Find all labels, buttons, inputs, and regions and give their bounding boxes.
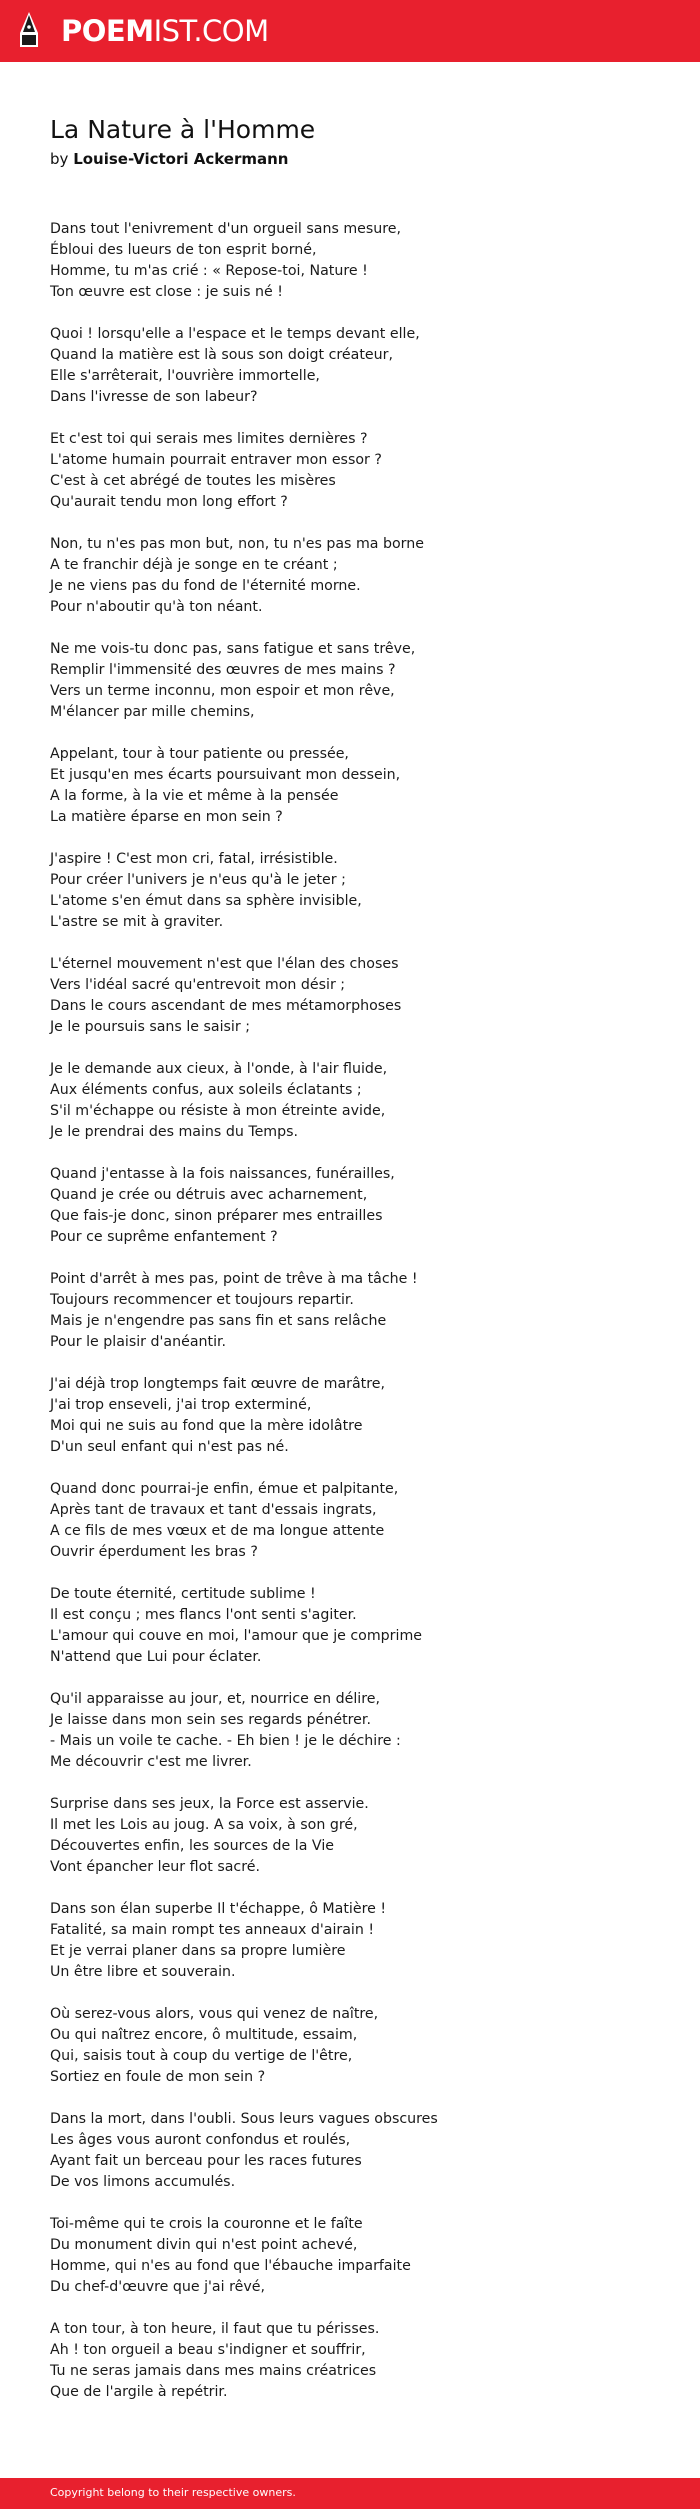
poem-line: Dans le cours ascendant de mes métamorphoses — [50, 998, 402, 1014]
poem-line: Ouvrir éperdument les bras ? — [50, 1544, 258, 1560]
poem-line: A te franchir déjà je songe en te créant ; — [50, 557, 338, 573]
poem-line: Je le prendrai des mains du Temps. — [50, 1124, 299, 1140]
stanza — [50, 1794, 670, 1878]
poem-line: Elle s'arrêterait, l'ouvrière immortelle, — [50, 368, 320, 384]
stanza — [50, 954, 670, 1038]
pen-nib-icon — [18, 11, 40, 49]
poem-line: Du monument divin qui n'est point achevé, — [50, 2237, 358, 2253]
poem-line: Qu'aurait tendu mon long effort ? — [50, 494, 288, 510]
poem-line: Appelant, tour à tour patiente ou pressée, — [50, 746, 349, 762]
poem-line: Aux éléments confus, aux soleils éclatants ; — [50, 1082, 362, 1098]
poem-line: Il est conçu ; mes flancs l'ont senti s'agiter. — [50, 1607, 357, 1623]
poem-line: L'astre se mit à graviter. — [50, 914, 224, 930]
poem-line: Homme, tu m'as crié : « Repose-toi, Nature ! — [50, 263, 368, 279]
poem-line: Vers l'idéal sacré qu'entrevoit mon désir ; — [50, 977, 346, 993]
poem-line: L'atome s'en émut dans sa sphère invisible, — [50, 893, 362, 909]
poem-line: S'il m'échappe ou résiste à mon étreinte avide, — [50, 1103, 386, 1119]
poem-line: Que fais-je donc, sinon préparer mes entrailles — [50, 1208, 383, 1224]
poem-line: Et je verrai planer dans sa propre lumière — [50, 1943, 346, 1959]
stanza — [50, 1164, 670, 1248]
poem-line: C'est à cet abrégé de toutes les misères — [50, 473, 336, 489]
poem-line: Vers un terme inconnu, mon espoir et mon rêve, — [50, 683, 395, 699]
site-footer — [0, 2478, 700, 2509]
poem-line: J'aspire ! C'est mon cri, fatal, irrésistible. — [50, 851, 338, 867]
poem-line: De vos limons accumulés. — [50, 2174, 236, 2190]
poem-line: Quand la matière est là sous son doigt créateur, — [50, 347, 393, 363]
poem-line: Que de l'argile à repétrir. — [50, 2384, 228, 2400]
poem-line: Mais je n'engendre pas sans fin et sans relâche — [50, 1313, 387, 1329]
stanza — [50, 1479, 670, 1563]
poem-line: A ce fils de mes vœux et de ma longue attente — [50, 1523, 385, 1539]
poem-line: Un être libre et souverain. — [50, 1964, 236, 1980]
poem-line: Surprise dans ses jeux, la Force est asservie. — [50, 1796, 369, 1812]
stanza — [50, 639, 670, 723]
poem-line: Dans tout l'enivrement d'un orgueil sans mesure, — [50, 221, 402, 237]
poem-line: Du chef-d'œuvre que j'ai rêvé, — [50, 2279, 265, 2295]
poem-line: Me découvrir c'est me livrer. — [50, 1754, 252, 1770]
stanza — [50, 219, 670, 303]
logo-brand-light: IST.COM — [153, 14, 269, 48]
site-logo-text — [61, 14, 269, 48]
poem-line: Je laisse dans mon sein ses regards pénétrer. — [50, 1712, 371, 1728]
poem-line: Je ne viens pas du fond de l'éternité morne. — [50, 578, 361, 594]
poem-line: J'ai trop enseveli, j'ai trop exterminé, — [50, 1397, 312, 1413]
poem-line: Et jusqu'en mes écarts poursuivant mon dessein, — [50, 767, 401, 783]
poem-line: Toi-même qui te crois la couronne et le faîte — [50, 2216, 363, 2232]
poem-line: Sortiez en foule de mon sein ? — [50, 2069, 266, 2085]
poem-line: Dans son élan superbe Il t'échappe, ô Matière ! — [50, 1901, 387, 1917]
poem-line: Découvertes enfin, les sources de la Vie — [50, 1838, 334, 1854]
poem-line: Remplir l'immensité des œuvres de mes mains ? — [50, 662, 396, 678]
stanza — [50, 1689, 670, 1773]
poem-line: Ébloui des lueurs de ton esprit borné, — [50, 242, 317, 258]
stanza — [50, 429, 670, 513]
poem-line: Toujours recommencer et toujours repartir. — [50, 1292, 354, 1308]
home-logo-link[interactable] — [0, 0, 269, 62]
poem-line: Dans la mort, dans l'oubli. Sous leurs vagues obscures — [50, 2111, 438, 2127]
poem-line: Qui, saisis tout à coup du vertige de l'être, — [50, 2048, 353, 2064]
poem-line: Tu ne seras jamais dans mes mains créatrices — [50, 2363, 377, 2379]
stanza — [50, 534, 670, 618]
poem-line: Qu'il apparaisse au jour, et, nourrice en délire, — [50, 1691, 380, 1707]
author-link[interactable]: Louise-Victori Ackermann — [73, 150, 289, 168]
poem-line: Et c'est toi qui serais mes limites dernières ? — [50, 431, 368, 447]
poem-line: Je le demande aux cieux, à l'onde, à l'air fluide, — [50, 1061, 388, 1077]
poem-line: Pour le plaisir d'anéantir. — [50, 1334, 227, 1350]
poem-line: Pour créer l'univers je n'eus qu'à le jeter ; — [50, 872, 346, 888]
poem-line: Vont épancher leur flot sacré. — [50, 1859, 260, 1875]
poem-line: J'ai déjà trop longtemps fait œuvre de marâtre, — [50, 1376, 385, 1392]
poem-line: De toute éternité, certitude sublime ! — [50, 1586, 316, 1602]
stanza — [50, 2004, 670, 2088]
poem-line: L'éternel mouvement n'est que l'élan des choses — [50, 956, 399, 972]
stanza — [50, 2109, 670, 2193]
poem-line: L'atome humain pourrait entraver mon essor ? — [50, 452, 382, 468]
stanza — [50, 1584, 670, 1668]
poem-line: A la forme, à la vie et même à la pensée — [50, 788, 339, 804]
poem-line: Quand je crée ou détruis avec acharnement, — [50, 1187, 368, 1203]
copyright-text: Copyright belong to their respective owners. — [50, 2486, 296, 2499]
poem-line: Homme, qui n'es au fond que l'ébauche imparfaite — [50, 2258, 411, 2274]
poem-line: Ah ! ton orgueil a beau s'indigner et souffrir, — [50, 2342, 366, 2358]
poem-line: M'élancer par mille chemins, — [50, 704, 255, 720]
stanza — [50, 2214, 670, 2298]
site-header — [0, 0, 700, 62]
poem-line: Pour ce suprême enfantement ? — [50, 1229, 278, 1245]
poem-line: Ou qui naîtrez encore, ô multitude, essaim, — [50, 2027, 358, 2043]
poem-line: La matière éparse en mon sein ? — [50, 809, 283, 825]
poem-line: - Mais un voile te cache. - Eh bien ! je le déchire : — [50, 1733, 401, 1749]
poem-line: Point d'arrêt à mes pas, point de trêve à ma tâche ! — [50, 1271, 418, 1287]
poem-line: L'amour qui couve en moi, l'amour que je comprime — [50, 1628, 422, 1644]
poem-line: Pour n'aboutir qu'à ton néant. — [50, 599, 263, 615]
stanza — [50, 744, 670, 828]
poem-line: Il met les Lois au joug. A sa voix, à son gré, — [50, 1817, 358, 1833]
poem-line: Ne me vois-tu donc pas, sans fatigue et sans trêve, — [50, 641, 416, 657]
logo-brand-bold: POEM — [61, 14, 154, 48]
stanza — [50, 1059, 670, 1143]
poem-line: Où serez-vous alors, vous qui venez de naître, — [50, 2006, 379, 2022]
poem-line: Quoi ! lorsqu'elle a l'espace et le temps devant elle, — [50, 326, 420, 342]
by-label: by — [50, 150, 69, 168]
poem-body — [50, 219, 670, 2424]
poem-line: N'attend que Lui pour éclater. — [50, 1649, 262, 1665]
poem-line: D'un seul enfant qui n'est pas né. — [50, 1439, 289, 1455]
stanza — [50, 1374, 670, 1458]
poem-title: La Nature à l'Homme — [50, 115, 316, 144]
poem-line: Après tant de travaux et tant d'essais ingrats, — [50, 1502, 377, 1518]
poem-line: A ton tour, à ton heure, il faut que tu périsses. — [50, 2321, 380, 2337]
poem-line: Non, tu n'es pas mon but, non, tu n'es pas ma borne — [50, 536, 424, 552]
poem-line: Dans l'ivresse de son labeur? — [50, 389, 258, 405]
stanza — [50, 2319, 670, 2403]
poem-line: Quand donc pourrai-je enfin, émue et palpitante, — [50, 1481, 399, 1497]
stanza — [50, 849, 670, 933]
poem-line: Ton œuvre est close : je suis né ! — [50, 284, 283, 300]
stanza — [50, 324, 670, 408]
poem-line: Quand j'entasse à la fois naissances, funérailles, — [50, 1166, 395, 1182]
poem-line: Moi qui ne suis au fond que la mère idolâtre — [50, 1418, 363, 1434]
poem-byline — [50, 149, 288, 169]
poem-line: Ayant fait un berceau pour les races futures — [50, 2153, 362, 2169]
poem-line: Les âges vous auront confondus et roulés, — [50, 2132, 351, 2148]
poem-line: Je le poursuis sans le saisir ; — [50, 1019, 250, 1035]
poem-line: Fatalité, sa main rompt tes anneaux d'airain ! — [50, 1922, 375, 1938]
stanza — [50, 1269, 670, 1353]
stanza — [50, 1899, 670, 1983]
